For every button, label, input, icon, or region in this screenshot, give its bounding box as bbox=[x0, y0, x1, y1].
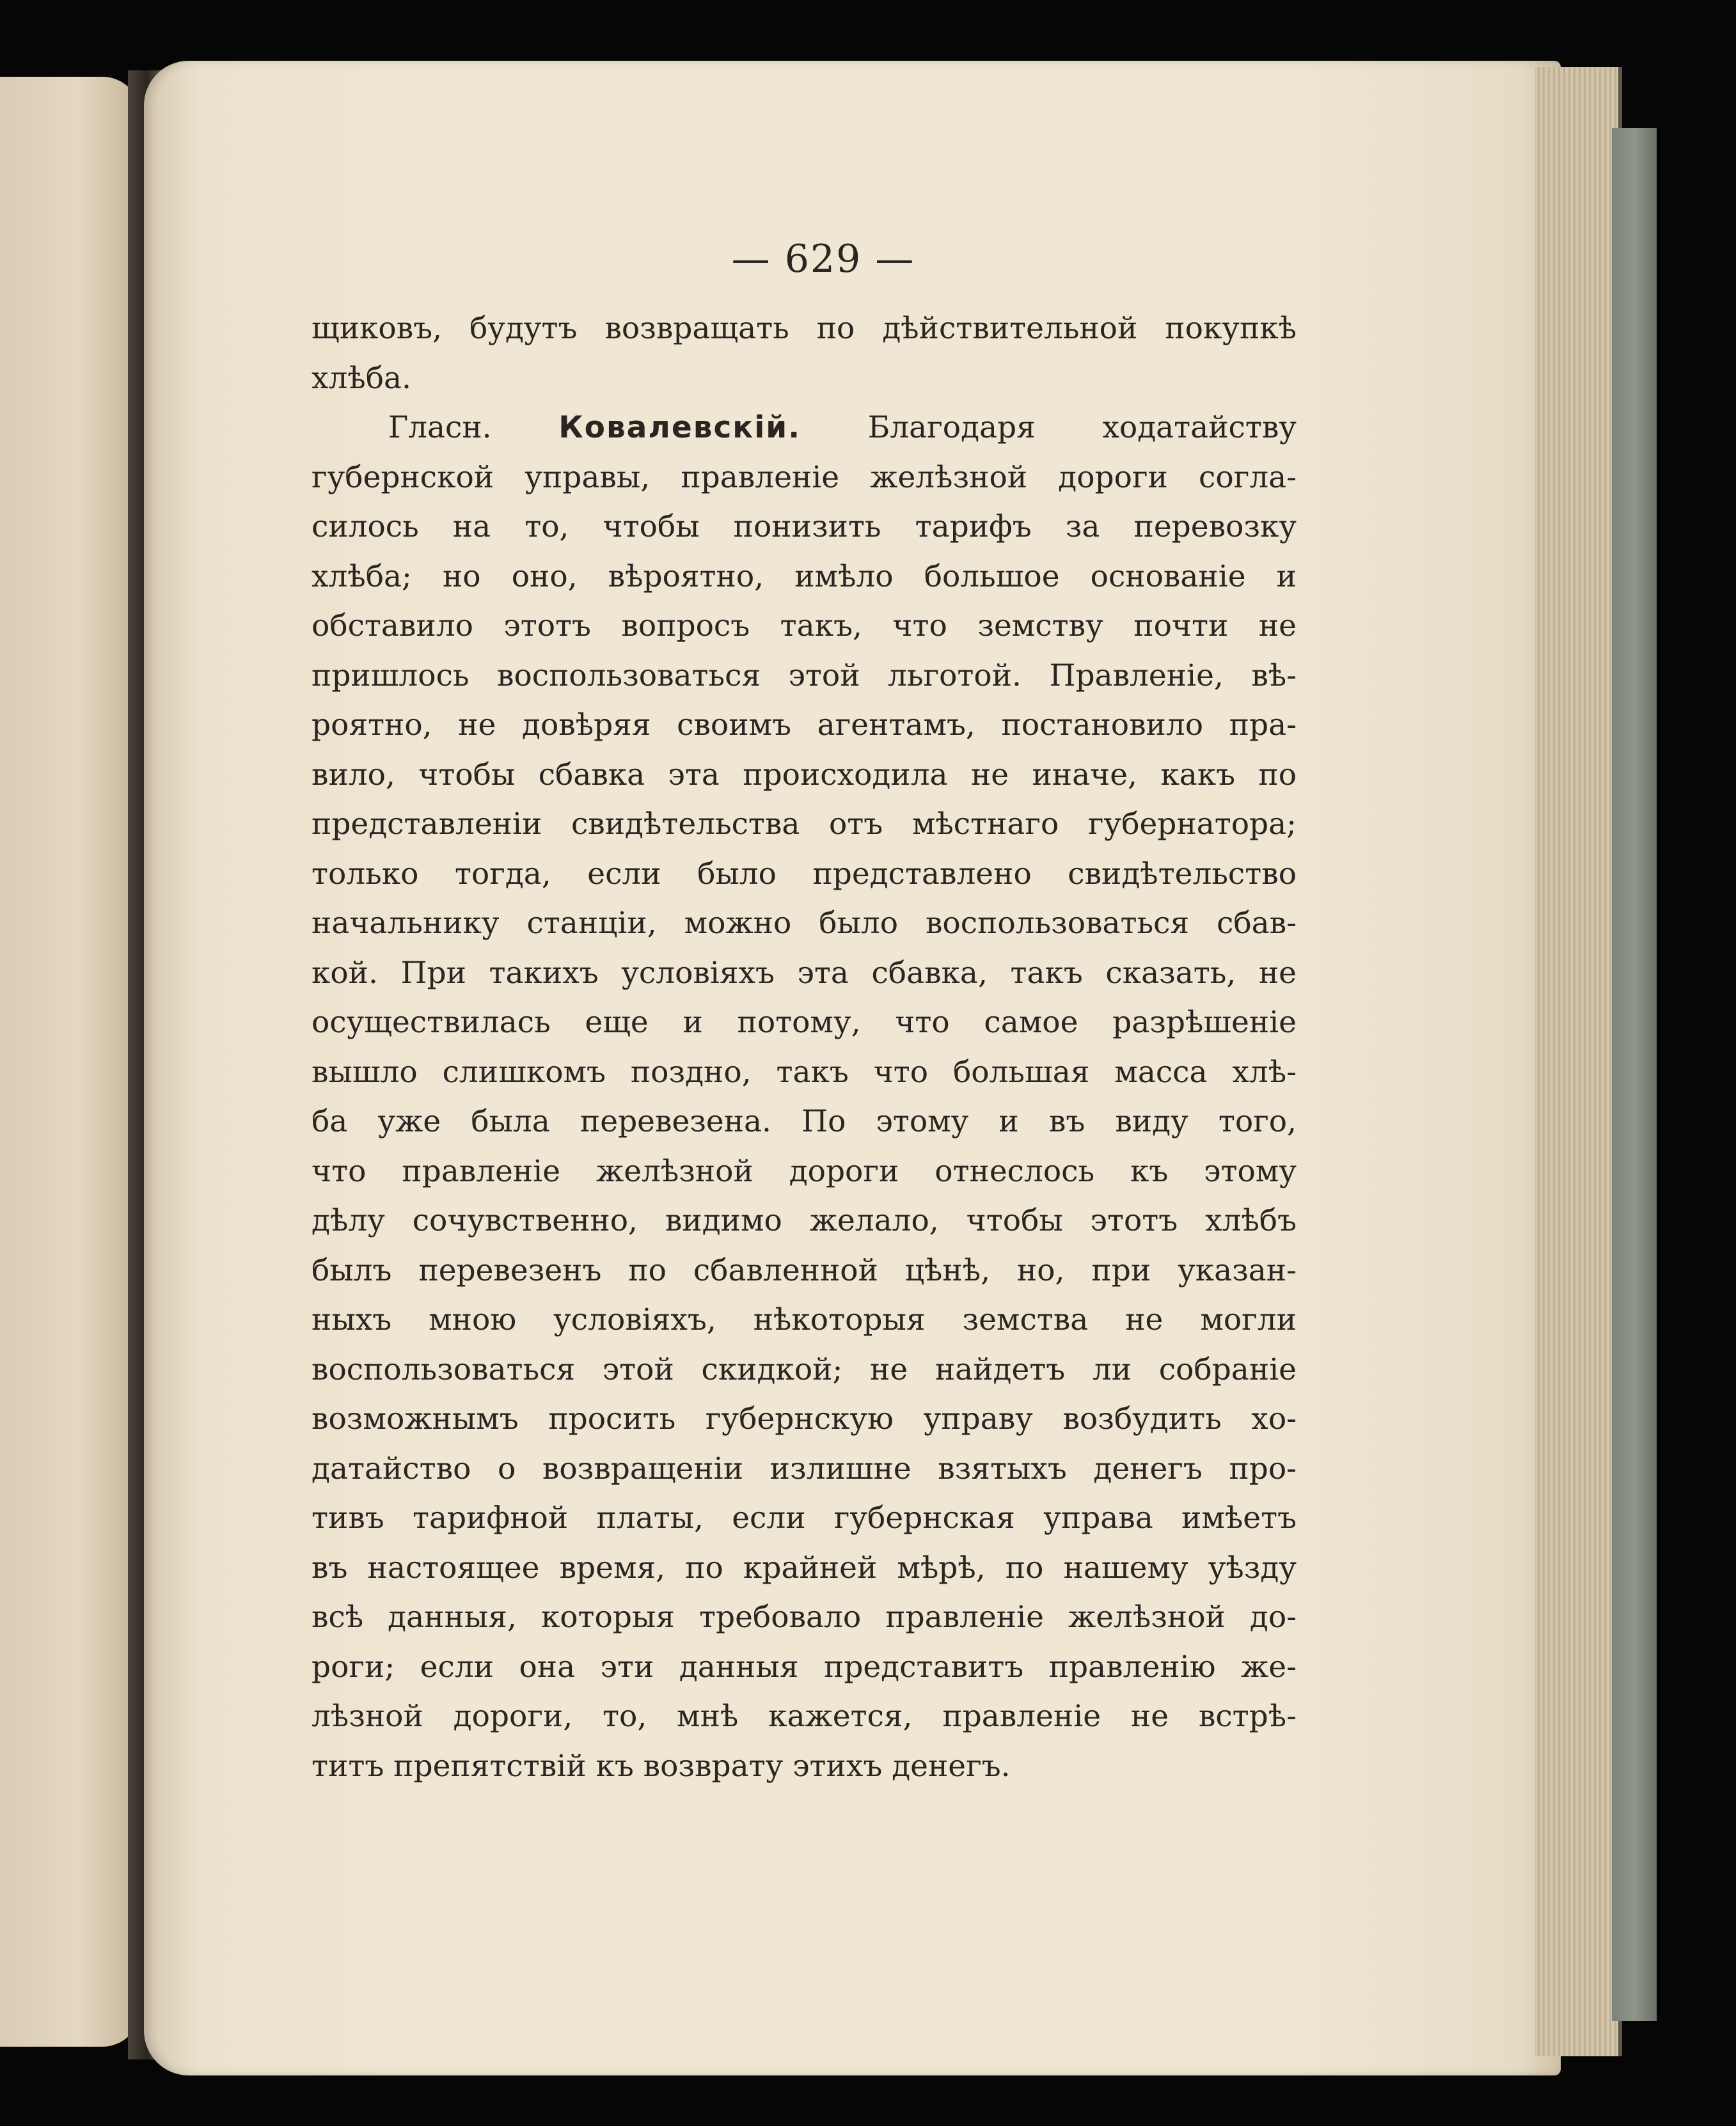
text-line: роятно, не довѣряя своимъ агентамъ, постановило пра- bbox=[312, 707, 1297, 743]
text-line: ныхъ мною условіяхъ, нѣкоторыя земства не могли bbox=[312, 1302, 1297, 1337]
speaker-name: Ковалевскій. bbox=[558, 410, 801, 445]
text-line: дѣлу сочувственно, видимо желало, чтобы этотъ хлѣбъ bbox=[312, 1203, 1297, 1238]
speech-start: Благодаря ходатайству bbox=[867, 410, 1297, 445]
text-line: тивъ тарифной платы, если губернская управа имѣетъ bbox=[312, 1500, 1297, 1536]
text-line: осуществилась еще и потому, что самое разрѣшеніе bbox=[312, 1005, 1297, 1040]
speaker-title: Гласн. bbox=[388, 410, 492, 445]
page-text bbox=[312, 233, 1297, 1791]
text-line: роги; если она эти данныя представитъ правленію же- bbox=[312, 1649, 1297, 1685]
text-line: начальнику станціи, можно было воспользоваться сбав- bbox=[312, 906, 1297, 941]
text-line: представленіи свидѣтельства отъ мѣстнаго губернатора; bbox=[312, 807, 1297, 842]
left-page-edge bbox=[0, 77, 141, 2047]
text-line: возможнымъ просить губернскую управу возбудить хо- bbox=[312, 1401, 1297, 1437]
text-line: силось на то, чтобы понизить тарифъ за перевозку bbox=[312, 509, 1297, 544]
text-line: только тогда, если было представлено свидѣтельство bbox=[312, 856, 1297, 892]
text-line: кой. При такихъ условіяхъ эта сбавка, такъ сказать, не bbox=[312, 955, 1297, 991]
text-line: всѣ данныя, которыя требовало правленіе желѣзной до- bbox=[312, 1600, 1297, 1635]
text-line: щиковъ, будутъ возвращать по дѣйствительной покупкѣ bbox=[312, 311, 1297, 346]
text-line: датайство о возвращеніи излишне взятыхъ денегъ про- bbox=[312, 1451, 1297, 1486]
text-line: лѣзной дороги, то, мнѣ кажется, правленіе не встрѣ- bbox=[312, 1699, 1297, 1734]
text-line: пришлось воспользоваться этой льготой. Правленіе, вѣ- bbox=[312, 657, 1297, 693]
page-edges bbox=[1535, 67, 1622, 2056]
text-line: что правленіе желѣзной дороги отнеслось къ этому bbox=[312, 1153, 1297, 1189]
text-line: хлѣба; но оно, вѣроятно, имѣло большое основаніе и bbox=[312, 558, 1297, 594]
text-line: воспользоваться этой скидкой; не найдетъ ли собраніе bbox=[312, 1351, 1297, 1387]
text-line: титъ препятствій къ возврату этихъ денегъ. bbox=[312, 1748, 1011, 1784]
text-line: ба уже была перевезена. По этому и въ виду того, bbox=[312, 1104, 1297, 1139]
text-line: былъ перевезенъ по сбавленной цѣнѣ, но, при указан- bbox=[312, 1252, 1297, 1288]
page-number: — 629 — bbox=[731, 237, 915, 281]
text-line: вышло слишкомъ поздно, такъ что большая масса хлѣ- bbox=[312, 1054, 1297, 1090]
text-line: хлѣба. bbox=[312, 360, 411, 396]
speaker-line bbox=[312, 403, 1297, 453]
text-line: губернской управы, правленіе желѣзной дороги согла- bbox=[312, 459, 1297, 495]
text-line: обставило этотъ вопросъ такъ, что земству почти не bbox=[312, 608, 1297, 643]
text-line: вило, чтобы сбавка эта происходила не иначе, какъ по bbox=[312, 757, 1297, 792]
text-line: въ настоящее время, по крайней мѣрѣ, по нашему уѣзду bbox=[312, 1550, 1297, 1586]
cover-edge bbox=[1612, 128, 1657, 2021]
